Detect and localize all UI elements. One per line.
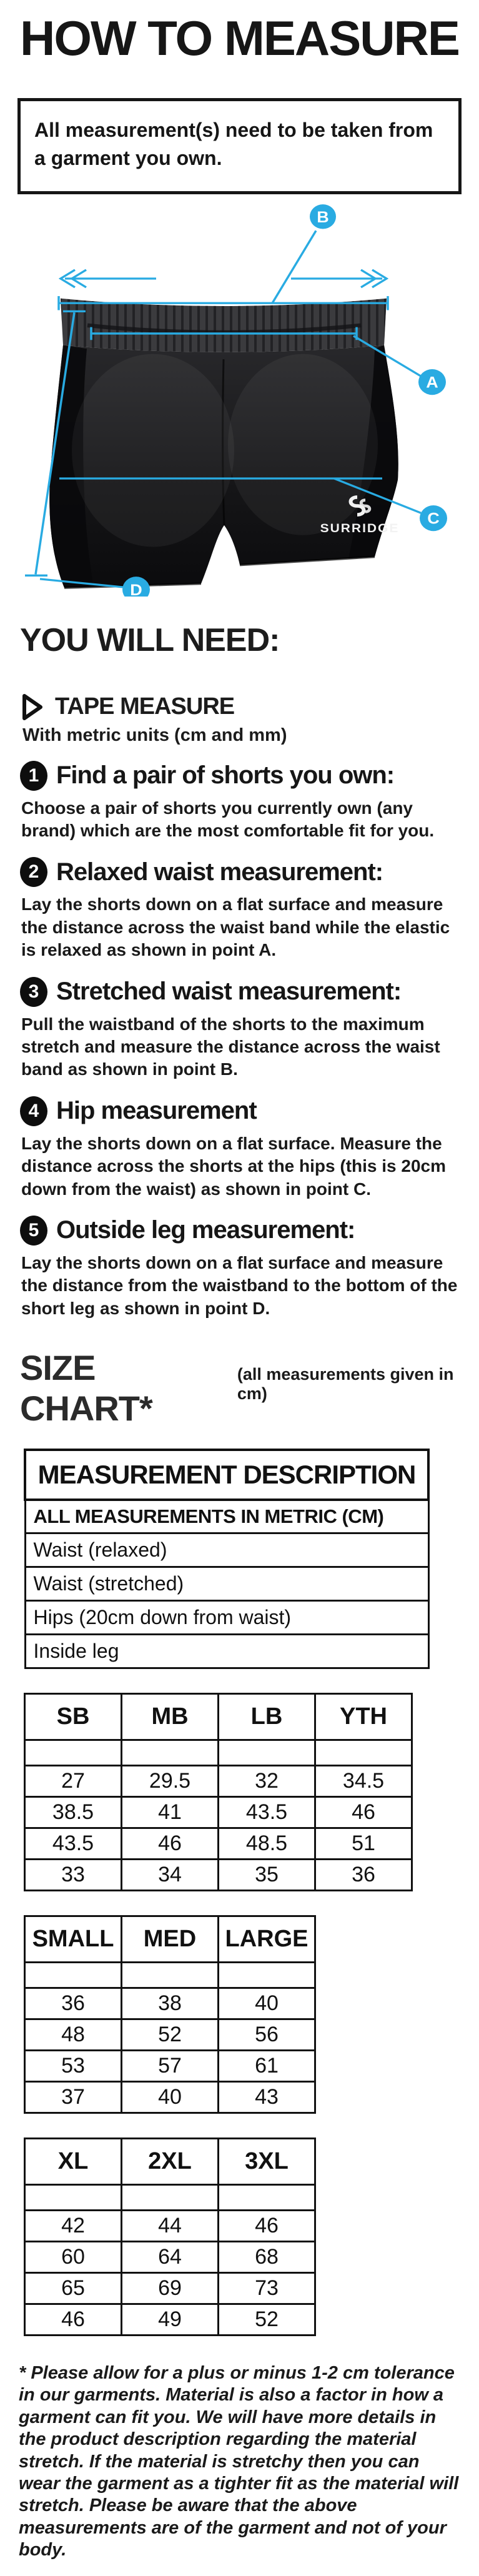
table-row (25, 1766, 412, 1797)
cell: 41 (122, 1797, 219, 1828)
step-3-title: Stretched waist measurement: (56, 978, 402, 1006)
table-row (25, 2242, 315, 2273)
svg-text:B: B (317, 207, 329, 226)
table-row (25, 2082, 315, 2113)
cell: 61 (219, 2051, 315, 2082)
col-header-small: SMALL (25, 1916, 122, 1963)
notice-box (17, 98, 462, 194)
triangle-bullet-icon (21, 693, 44, 721)
table-row (25, 2019, 315, 2051)
desc-row-waist-relaxed: Waist (relaxed) (25, 1533, 428, 1567)
cell: 69 (122, 2273, 219, 2304)
cell: 34 (122, 1860, 219, 1891)
desc-table-header: MEASUREMENT DESCRIPTION (25, 1450, 428, 1500)
col-header-lb: LB (219, 1694, 315, 1740)
table-row (25, 1797, 412, 1828)
tape-measure-note: With metric units (cm and mm) (22, 725, 287, 745)
cell: 35 (219, 1860, 315, 1891)
cell: 32 (219, 1766, 315, 1797)
table-row (25, 2304, 315, 2336)
cell: 51 (315, 1828, 412, 1860)
step-1-title: Find a pair of shorts you own: (56, 761, 395, 790)
step-3-badge: 3 (20, 977, 47, 1007)
desc-row-hips: Hips (20cm down from waist) (25, 1601, 428, 1635)
cell: 38.5 (25, 1797, 122, 1828)
col-header-xl: XL (25, 2139, 122, 2185)
cell: 36 (315, 1860, 412, 1891)
step-3-body: Pull the waistband of the shorts to the maximum stretch and measure the distance across the waist band as shown in point B. (21, 1014, 440, 1079)
point-badge-b (310, 204, 336, 229)
step-1-body: Choose a pair of shorts you currently own (any brand) which are the most comfortable fit for you. (21, 798, 435, 840)
table-row (25, 2185, 315, 2211)
cell: 33 (25, 1860, 122, 1891)
table-row (25, 2211, 315, 2242)
step-5-title: Outside leg measurement: (56, 1216, 355, 1244)
cell: 57 (122, 2051, 219, 2082)
cell: 48 (25, 2019, 122, 2051)
col-header-sb: SB (25, 1694, 122, 1740)
point-badge-a (418, 369, 446, 395)
step-item-1 (20, 761, 463, 843)
size-table-adult (24, 1915, 316, 2114)
col-header-3xl: 3XL (219, 2139, 315, 2185)
cell: 49 (122, 2304, 219, 2336)
size-chart-heading-row (20, 1347, 479, 1429)
table-row (25, 1988, 315, 2019)
col-header-med: MED (122, 1916, 219, 1963)
cell: 46 (25, 2304, 122, 2336)
cell: 46 (315, 1797, 412, 1828)
step-2-body: Lay the shorts down on a flat surface and measure the distance across the waist band while the elastic is relaxed as shown in point A. (21, 894, 450, 960)
page-title: HOW TO MEASURE (20, 11, 459, 66)
step-item-4 (20, 1096, 463, 1201)
point-badge-c (420, 505, 447, 531)
cell: 27 (25, 1766, 122, 1797)
step-item-3 (20, 977, 463, 1081)
desc-row-waist-stretched: Waist (stretched) (25, 1567, 428, 1601)
step-4-badge: 4 (20, 1096, 47, 1126)
cell: 65 (25, 2273, 122, 2304)
col-header-mb: MB (122, 1694, 219, 1740)
cell: 46 (219, 2211, 315, 2242)
step-4-title: Hip measurement (56, 1097, 257, 1125)
tape-measure-label: TAPE MEASURE (55, 693, 235, 720)
col-header-large: LARGE (219, 1916, 315, 1963)
you-will-need-heading: YOU WILL NEED: (20, 622, 280, 658)
shorts-graphic (49, 298, 399, 587)
table-row (25, 1860, 412, 1891)
desc-row-inside-leg: Inside leg (25, 1635, 428, 1668)
size-chart-subheading: (all measurements given in cm) (237, 1365, 454, 1404)
size-table-xl (24, 2138, 316, 2336)
cell: 43 (219, 2082, 315, 2113)
step-2-title: Relaxed waist measurement: (56, 858, 383, 886)
step-2-badge: 2 (20, 857, 47, 887)
waistband-ruffles (61, 298, 387, 352)
shorts-measurement-diagram (0, 197, 479, 597)
table-row (25, 2273, 315, 2304)
size-chart-heading: SIZE CHART* (20, 1348, 152, 1429)
cell: 52 (122, 2019, 219, 2051)
step-4-body: Lay the shorts down on a flat surface. Measure the distance across the shorts at the hips (this is 20cm down from the waist) as shown in point C. (21, 1133, 446, 1199)
cell: 64 (122, 2242, 219, 2273)
fabric-sheen-right (228, 354, 378, 535)
fabric-sheen-left (72, 354, 234, 547)
svg-text:C: C (427, 509, 440, 528)
cell: 34.5 (315, 1766, 412, 1797)
cell: 29.5 (122, 1766, 219, 1797)
step-item-2 (20, 857, 463, 961)
cell: 40 (219, 1988, 315, 2019)
cell: 68 (219, 2242, 315, 2273)
col-header-2xl: 2XL (122, 2139, 219, 2185)
measure-line-b (59, 230, 388, 310)
table-row (25, 1963, 315, 1988)
cell: 40 (122, 2082, 219, 2113)
cell: 42 (25, 2211, 122, 2242)
notice-text: All measurement(s) need to be taken from a garment you own. (34, 119, 433, 169)
measurement-description-table (24, 1449, 430, 1669)
tolerance-footnote: * Please allow for a plus or minus 1-2 cm tolerance in our garments. Material is also a factor in how a garment can fit you. We will have more details in the product description regarding the material stretch. If the material is stretchy then you can wear the garment as a tighter fit as the material will stretch. Please be aware that the above measurements are of the garment and not of your body. (19, 2363, 459, 2560)
table-row (25, 1740, 412, 1766)
step-1-badge: 1 (20, 761, 47, 791)
cell: 73 (219, 2273, 315, 2304)
svg-text:D: D (130, 580, 142, 597)
cell: 44 (122, 2211, 219, 2242)
table-row (25, 1828, 412, 1860)
surridge-logo-text: SURRIDGE (320, 522, 400, 535)
stretch-arrow-left-icon (61, 270, 156, 287)
cell: 46 (122, 1828, 219, 1860)
cell: 37 (25, 2082, 122, 2113)
size-table-youth (24, 1693, 413, 1891)
cell: 48.5 (219, 1828, 315, 1860)
stretch-arrow-right-icon (291, 270, 387, 287)
cell: 53 (25, 2051, 122, 2082)
steps-list (0, 761, 479, 1320)
step-5-body: Lay the shorts down on a flat surface and measure the distance from the waistband to the bottom of the short leg as shown in point D. (21, 1252, 458, 1318)
cell: 56 (219, 2019, 315, 2051)
tape-measure-item (21, 693, 479, 721)
cell: 60 (25, 2242, 122, 2273)
cell: 52 (219, 2304, 315, 2336)
cell: 36 (25, 1988, 122, 2019)
cell: 43.5 (219, 1797, 315, 1828)
step-item-5 (20, 1216, 463, 1320)
step-5-badge: 5 (20, 1216, 47, 1246)
cell: 43.5 (25, 1828, 122, 1860)
desc-table-subheader: ALL MEASUREMENTS IN METRIC (CM) (25, 1500, 428, 1533)
table-row (25, 2051, 315, 2082)
col-header-yth: YTH (315, 1694, 412, 1740)
svg-text:A: A (426, 373, 438, 392)
cell: 38 (122, 1988, 219, 2019)
